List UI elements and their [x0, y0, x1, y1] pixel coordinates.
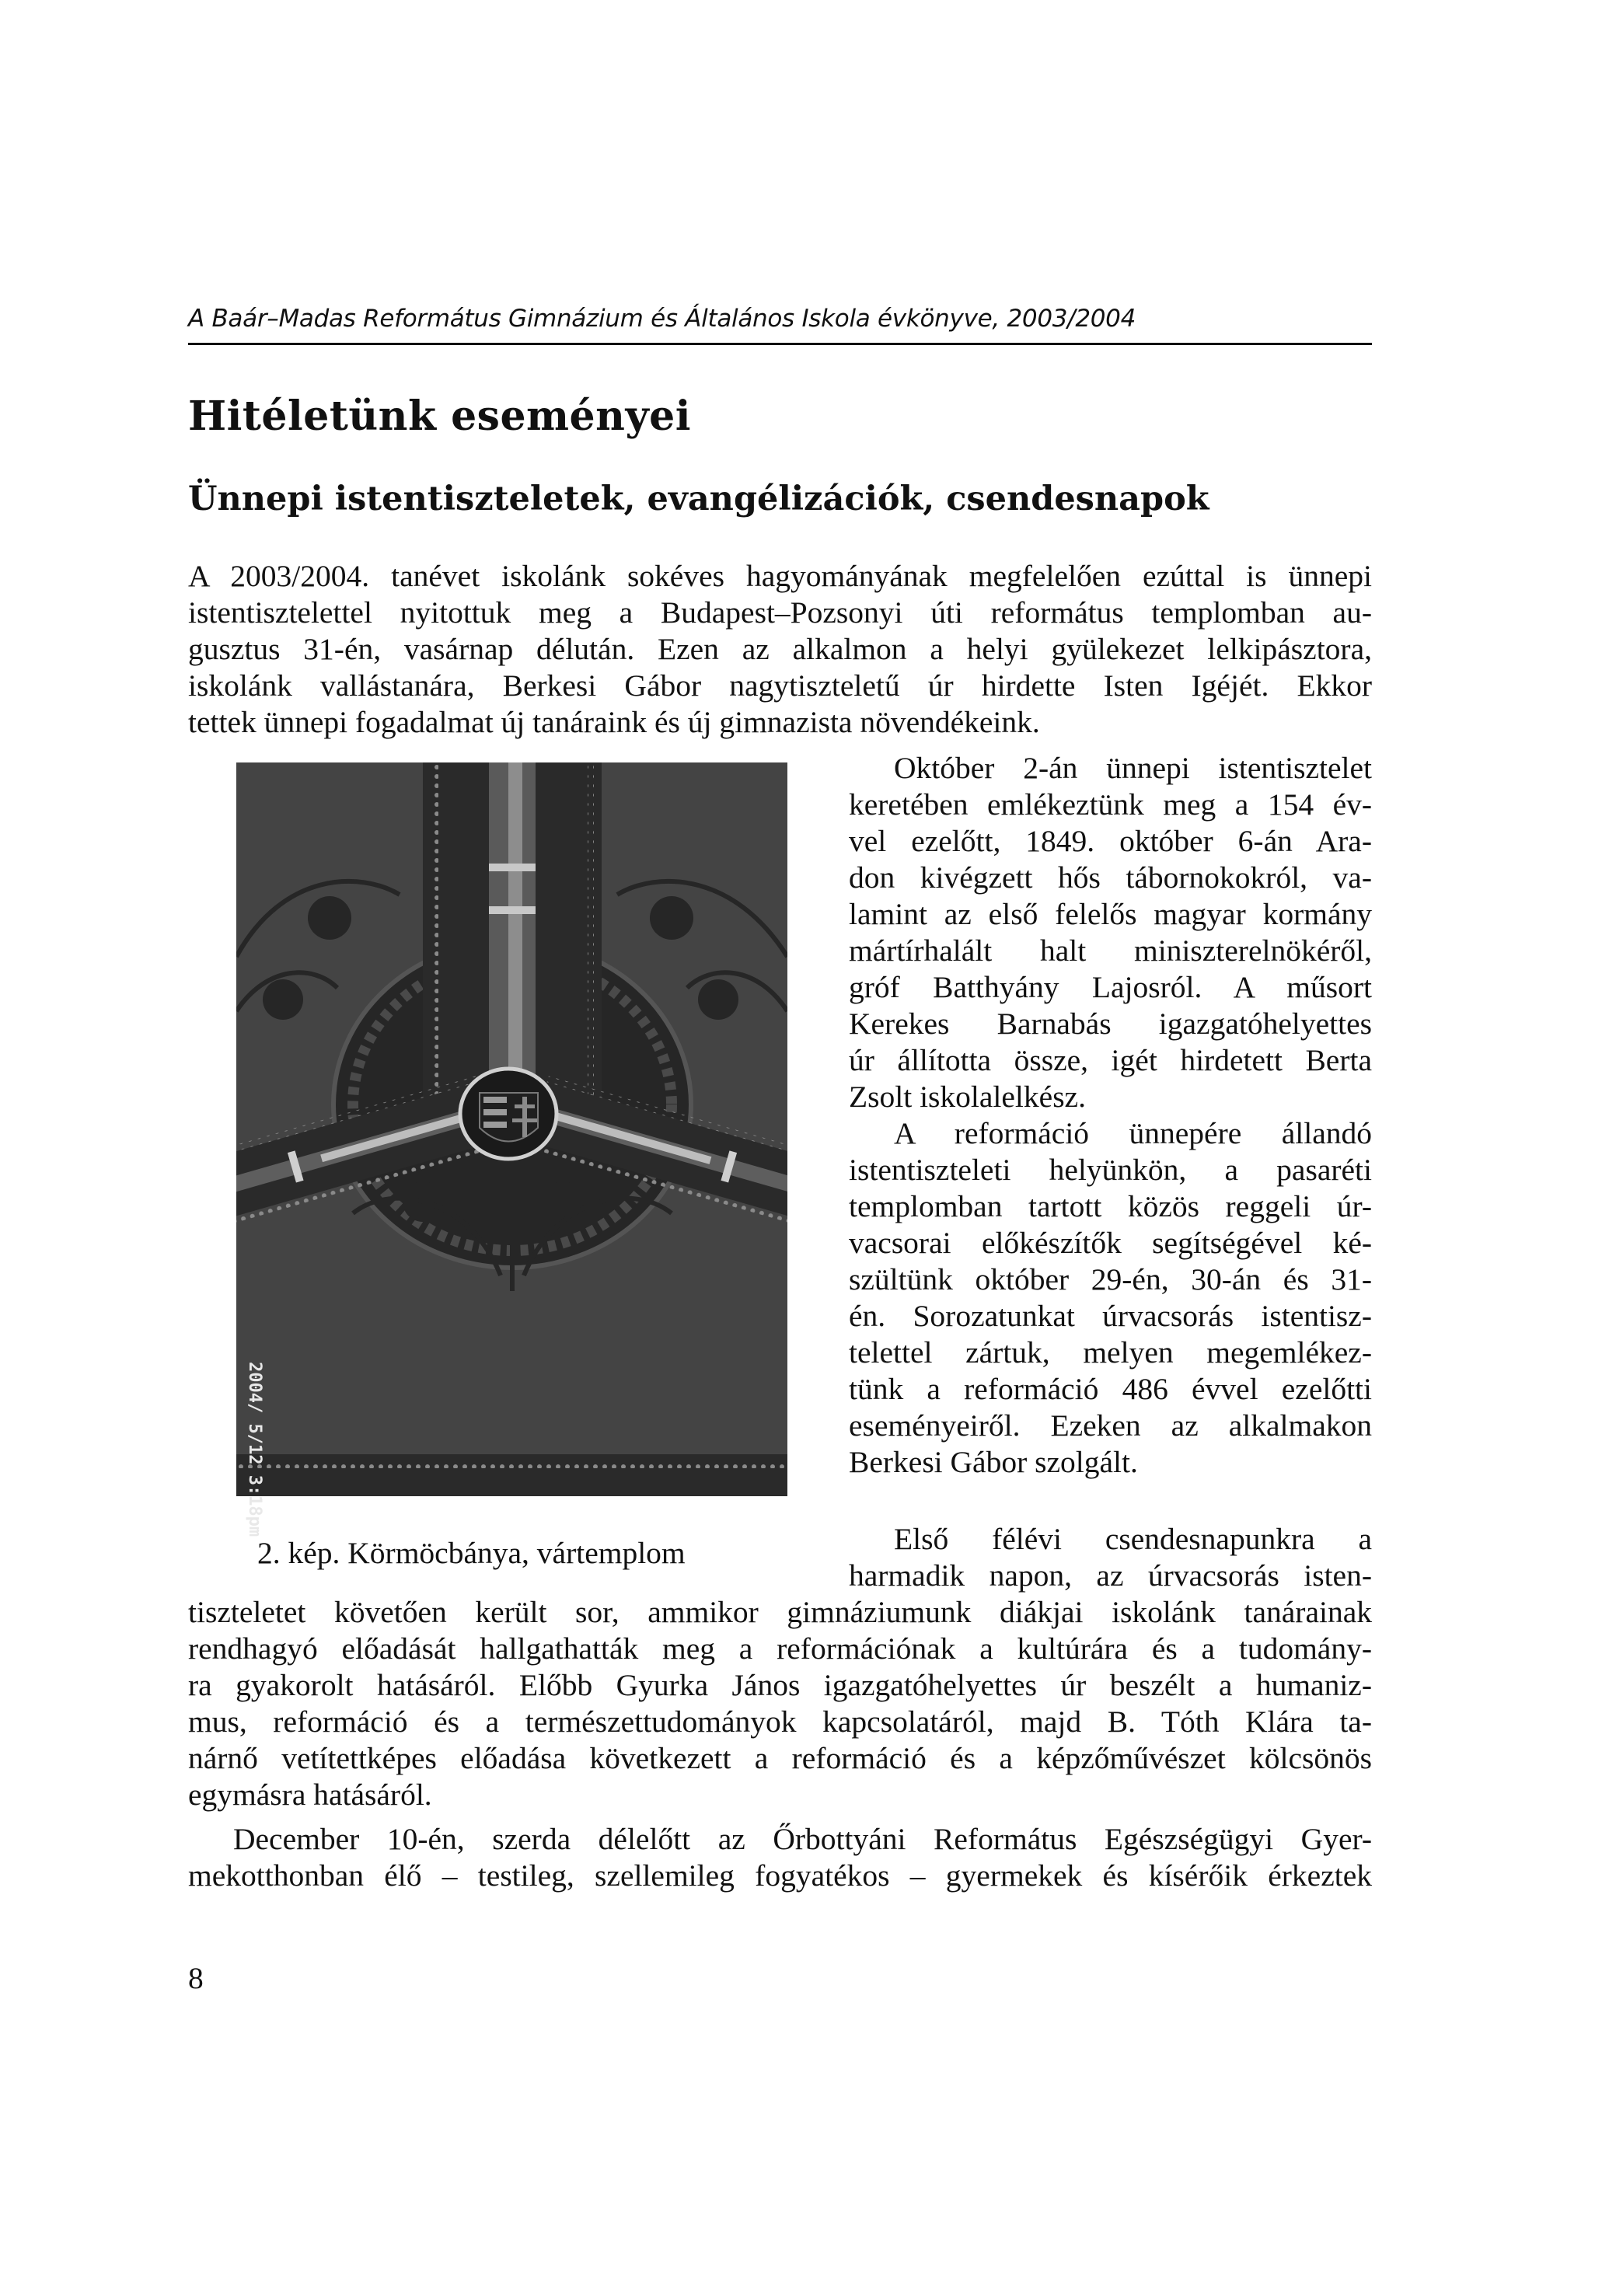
paragraph-5-line: mekotthonban élő – testileg, szellemileg fogyatékos – gyermekek és kísérőik érkeztek: [188, 1858, 1372, 1893]
paragraph-4-line: harmadik napon, az úrvacsorás isten-: [849, 1558, 1372, 1593]
paragraph-1-line: iskolánk vallástanára, Berkesi Gábor nagytiszteletű úr hirdette Isten Igéjét. Ekkor: [188, 668, 1372, 703]
paragraph-3-line: Berkesi Gábor szolgált.: [849, 1445, 1138, 1479]
header-rule: [188, 343, 1372, 345]
paragraph-3-line: telettel zártuk, melyen megemlékez-: [849, 1335, 1372, 1370]
paragraph-3-line: istentiszteleti helyünkön, a pasaréti: [849, 1153, 1372, 1187]
church-ceiling-photo: [236, 762, 787, 1496]
paragraph-3-line: szültünk október 29-én, 30-án és 31-: [849, 1262, 1372, 1296]
paragraph-2-line: keretében emlékeztünk meg a 154 év-: [849, 787, 1372, 822]
vault-illustration: [236, 762, 787, 1496]
paragraph-2-line: mártírhalált halt miniszterelnökéről,: [849, 933, 1372, 968]
running-header: A Baár–Madas Református Gimnázium és Általános Iskola évkönyve, 2003/2004: [188, 305, 1136, 333]
paragraph-1-line: A 2003/2004. tanévet iskolánk sokéves hagyományának megfelelően ezúttal is ünnepi: [188, 559, 1372, 593]
paragraph-4-line: ra gyakorolt hatásáról. Előbb Gyurka János igazgatóhelyettes úr beszélt a humaniz-: [188, 1668, 1372, 1702]
paragraph-5-line: December 10-én, szerda délelőtt az Őrbottyáni Református Egészségügyi Gyer-: [233, 1822, 1372, 1856]
paragraph-2-line: Október 2-án ünnepi istentisztelet: [894, 751, 1372, 785]
paragraph-1-line: tettek ünnepi fogadalmat új tanáraink és új gimnazista növendékeink.: [188, 705, 1040, 739]
paragraph-4-line: nárnő vetítettképes előadása következett a reformáció és a képzőművészet kölcsönös: [188, 1741, 1372, 1775]
figure-caption: 2. kép. Körmöcbánya, vártemplom: [257, 1536, 686, 1570]
chapter-title: Hitéletünk eseményei: [188, 393, 691, 440]
paragraph-1-line: gusztus 31-én, vasárnap délután. Ezen az alkalmon a helyi gyülekezet lelkipásztora,: [188, 632, 1372, 666]
paragraph-1-line: istentisztelettel nyitottuk meg a Budapest–Pozsonyi úti református templomban au-: [188, 595, 1372, 630]
section-title: Ünnepi istentiszteletek, evangélizációk, csendesnapok: [188, 480, 1209, 518]
paragraph-2-line: lamint az első felelős magyar kormány: [849, 897, 1372, 931]
paragraph-2-line: Zsolt iskolalelkész.: [849, 1080, 1086, 1114]
paragraph-2-line: don kivégzett hős tábornokokról, va-: [849, 860, 1372, 895]
paragraph-3-line: tünk a reformáció 486 évvel ezelőtti: [849, 1372, 1372, 1406]
photo-timestamp-overlay: 2004/ 5/12 3:18pm: [245, 1362, 264, 1537]
paragraph-2-line: vel ezelőtt, 1849. október 6-án Ara-: [849, 824, 1372, 858]
paragraph-4-line: Első félévi csendesnapunkra a: [894, 1522, 1372, 1556]
paragraph-2-line: gróf Batthyány Lajosról. A műsort: [849, 970, 1372, 1004]
paragraph-3-line: vacsorai előkészítők segítségével ké-: [849, 1226, 1372, 1260]
paragraph-4-line: rendhagyó előadását hallgathatták meg a reformációnak a kultúrára és a tudomány-: [188, 1631, 1372, 1666]
paragraph-3-line: templomban tartott közös reggeli úr-: [849, 1189, 1372, 1223]
paragraph-2-line: Kerekes Barnabás igazgatóhelyettes: [849, 1007, 1372, 1041]
paragraph-4-line: mus, reformáció és a természettudományok kapcsolatáról, majd B. Tóth Klára ta-: [188, 1705, 1372, 1739]
paragraph-3-line: A reformáció ünnepére állandó: [894, 1116, 1372, 1150]
paragraph-2-line: úr állította össze, igét hirdetett Berta: [849, 1043, 1372, 1077]
paragraph-3-line: eseményeiről. Ezeken az alkalmakon: [849, 1408, 1372, 1443]
page-number: 8: [188, 1961, 204, 1995]
paragraph-4-line: tiszteletet követően került sor, ammikor gimnáziumunk diákjai iskolánk tanárainak: [188, 1595, 1372, 1629]
paragraph-4-line: egymásra hatásáról.: [188, 1778, 432, 1812]
paragraph-3-line: én. Sorozatunkat úrvacsorás istentisz-: [849, 1299, 1372, 1333]
